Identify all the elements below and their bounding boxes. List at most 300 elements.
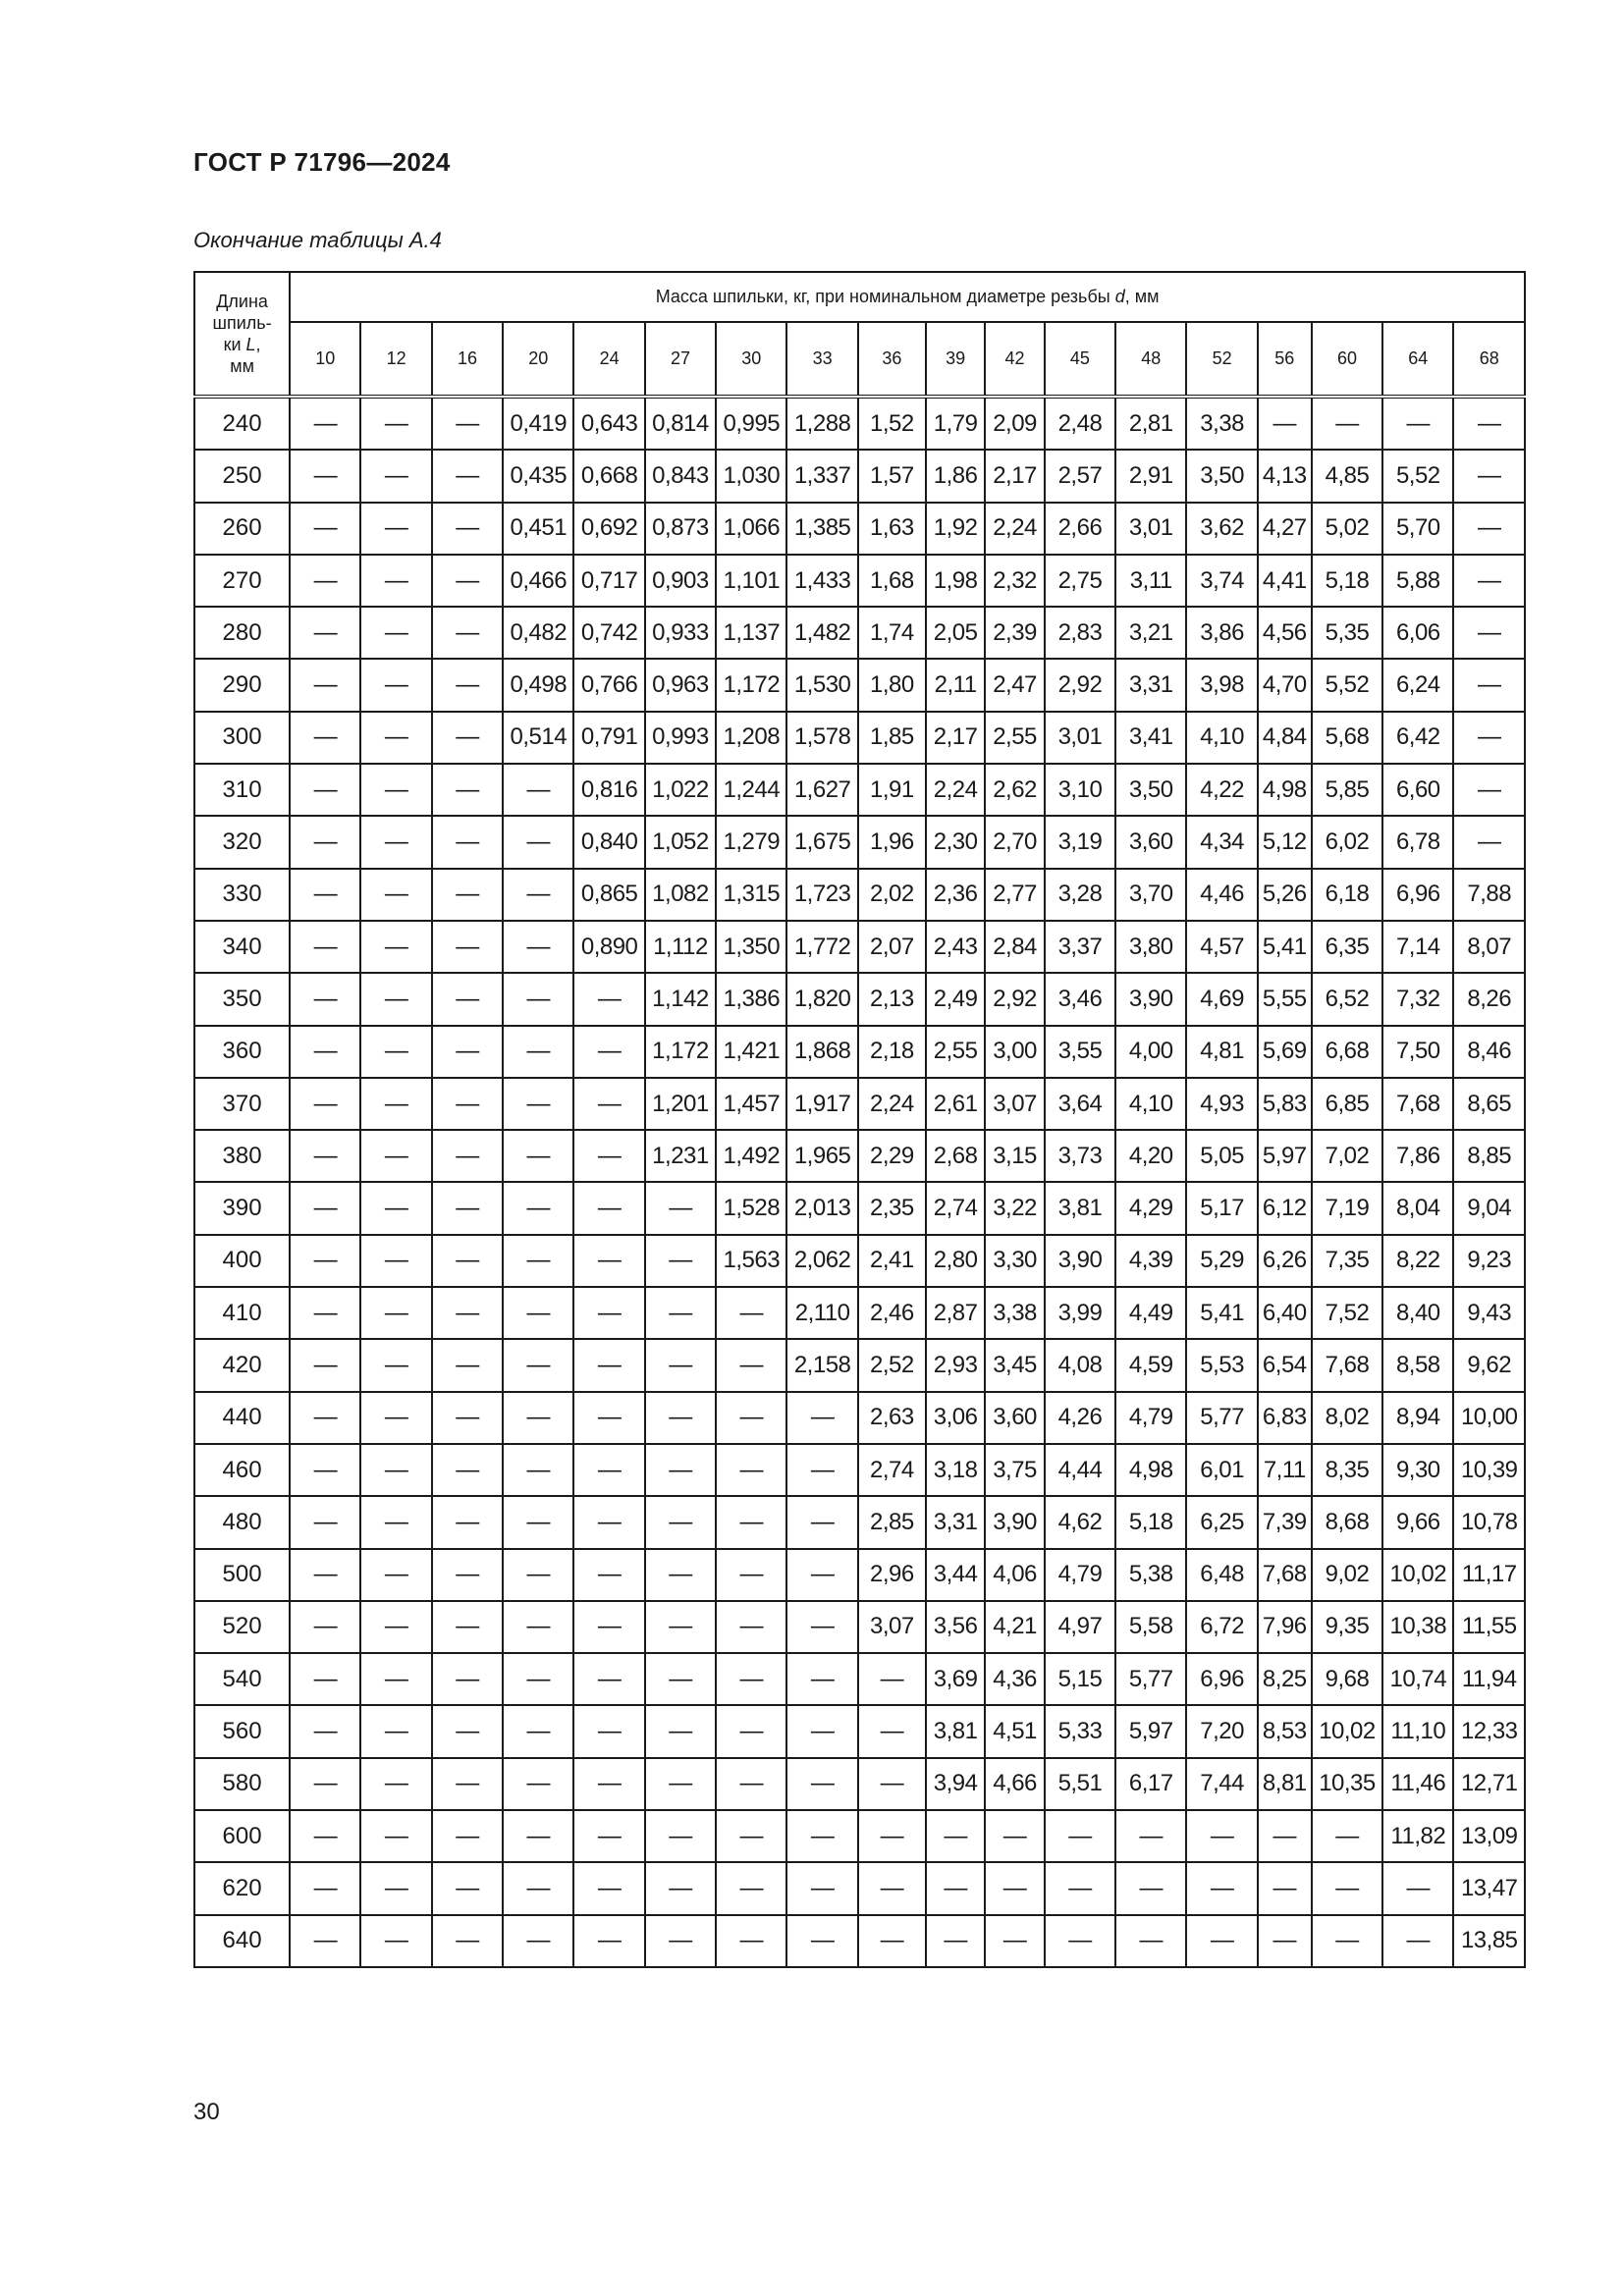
length-cell: 600	[194, 1810, 290, 1862]
mass-cell: 12,33	[1453, 1705, 1525, 1757]
table-row	[194, 1392, 1525, 1444]
mass-cell: 4,44	[1045, 1444, 1115, 1496]
length-column-header	[194, 272, 290, 397]
diameter-header-row	[194, 322, 1525, 397]
mass-cell: —	[290, 503, 360, 555]
mass-cell: 1,578	[786, 712, 857, 764]
mass-cell: —	[503, 1026, 573, 1078]
mass-cell: 5,26	[1258, 869, 1312, 921]
mass-cell: 6,52	[1312, 973, 1382, 1025]
mass-cell: 10,00	[1453, 1392, 1525, 1444]
mass-cell: 1,57	[858, 450, 926, 502]
mass-cell: 1,563	[716, 1235, 786, 1287]
table-row	[194, 1601, 1525, 1653]
mass-cell: 0,903	[645, 555, 716, 607]
mass-cell: 5,29	[1186, 1235, 1257, 1287]
mass-cell: —	[1453, 397, 1525, 450]
mass-cell: 2,17	[926, 712, 985, 764]
mass-cell: 1,96	[858, 816, 926, 868]
mass-cell: —	[645, 1496, 716, 1548]
mass-cell: 10,35	[1312, 1758, 1382, 1810]
mass-cell: 11,17	[1453, 1549, 1525, 1601]
mass-cell: —	[360, 607, 431, 659]
mass-cell: 4,49	[1115, 1287, 1186, 1339]
mass-cell: —	[432, 1810, 503, 1862]
mass-cell: —	[503, 921, 573, 973]
mass-cell: —	[360, 1549, 431, 1601]
mass-cell: 1,337	[786, 450, 857, 502]
mass-cell: —	[1258, 1862, 1312, 1914]
length-cell: 620	[194, 1862, 290, 1914]
mass-cell: —	[573, 1130, 644, 1182]
mass-cell: —	[503, 869, 573, 921]
mass-cell: 4,98	[1115, 1444, 1186, 1496]
mass-cell: 0,993	[645, 712, 716, 764]
mass-cell: —	[1312, 1810, 1382, 1862]
mass-cell: —	[1115, 1915, 1186, 1967]
mass-cell: —	[432, 816, 503, 868]
mass-cell: —	[432, 1182, 503, 1234]
mass-cell: —	[786, 1915, 857, 1967]
mass-cell: 2,92	[985, 973, 1044, 1025]
mass-cell: 2,61	[926, 1078, 985, 1130]
mass-cell: 10,02	[1312, 1705, 1382, 1757]
mass-cell: —	[290, 450, 360, 502]
mass-cell: —	[360, 1601, 431, 1653]
mass-cell: 3,81	[926, 1705, 985, 1757]
mass-group-header: Масса шпильки, кг, при номинальном диаметре резьбы d, мм	[290, 272, 1525, 322]
mass-cell: 1,68	[858, 555, 926, 607]
mass-cell: 3,56	[926, 1601, 985, 1653]
diameter-header: 24	[573, 322, 644, 397]
mass-cell: —	[645, 1182, 716, 1234]
mass-cell: 3,30	[985, 1235, 1044, 1287]
mass-cell: 1,917	[786, 1078, 857, 1130]
mass-cell: 2,47	[985, 659, 1044, 711]
mass-cell: 3,62	[1186, 503, 1257, 555]
mass-cell: 3,90	[985, 1496, 1044, 1548]
mass-cell: —	[432, 1915, 503, 1967]
mass-cell: —	[290, 869, 360, 921]
mass-cell: 2,84	[985, 921, 1044, 973]
mass-cell: 3,75	[985, 1444, 1044, 1496]
table-row	[194, 712, 1525, 764]
mass-cell: 1,350	[716, 921, 786, 973]
mass-cell: —	[716, 1339, 786, 1391]
mass-cell: 4,51	[985, 1705, 1044, 1757]
mass-cell: —	[858, 1705, 926, 1757]
mass-cell: 2,110	[786, 1287, 857, 1339]
mass-cell: 6,24	[1382, 659, 1453, 711]
diameter-header: 68	[1453, 322, 1525, 397]
mass-cell: —	[645, 1339, 716, 1391]
mass-cell: 3,60	[985, 1392, 1044, 1444]
mass-cell: —	[573, 1026, 644, 1078]
mass-cell: 1,772	[786, 921, 857, 973]
length-cell: 580	[194, 1758, 290, 1810]
mass-cell: 9,66	[1382, 1496, 1453, 1548]
mass-cell: 4,97	[1045, 1601, 1115, 1653]
mass-cell: 10,39	[1453, 1444, 1525, 1496]
mass-cell: —	[432, 921, 503, 973]
mass-cell: 3,73	[1045, 1130, 1115, 1182]
mass-cell: —	[716, 1758, 786, 1810]
table-row	[194, 921, 1525, 973]
mass-cell: 3,19	[1045, 816, 1115, 868]
mass-cell: 1,052	[645, 816, 716, 868]
mass-cell: —	[432, 450, 503, 502]
mass-cell: 2,75	[1045, 555, 1115, 607]
mass-cell: 3,50	[1186, 450, 1257, 502]
mass-cell: —	[573, 1392, 644, 1444]
mass-cell: 2,83	[1045, 607, 1115, 659]
mass-cell: —	[290, 1601, 360, 1653]
mass-cell: 0,451	[503, 503, 573, 555]
mass-cell: —	[290, 1392, 360, 1444]
mass-cell: —	[573, 1444, 644, 1496]
mass-cell: —	[290, 1862, 360, 1914]
table-row	[194, 1862, 1525, 1914]
diameter-header: 27	[645, 322, 716, 397]
mass-cell: 2,13	[858, 973, 926, 1025]
diameter-header: 60	[1312, 322, 1382, 397]
mass-cell: 5,15	[1045, 1653, 1115, 1705]
mass-cell: —	[716, 1601, 786, 1653]
mass-cell: 2,55	[926, 1026, 985, 1078]
mass-cell: —	[645, 1810, 716, 1862]
mass-cell: 7,02	[1312, 1130, 1382, 1182]
mass-cell: 2,46	[858, 1287, 926, 1339]
mass-cell: 0,692	[573, 503, 644, 555]
mass-cell: 6,06	[1382, 607, 1453, 659]
mass-cell: —	[432, 1496, 503, 1548]
mass-cell: —	[645, 1549, 716, 1601]
table-row	[194, 1182, 1525, 1234]
mass-cell: —	[503, 1549, 573, 1601]
mass-cell: 2,24	[926, 764, 985, 816]
mass-cell: 4,10	[1186, 712, 1257, 764]
table-row	[194, 1235, 1525, 1287]
mass-cell: —	[1453, 503, 1525, 555]
mass-cell: 1,457	[716, 1078, 786, 1130]
mass-cell: 6,96	[1186, 1653, 1257, 1705]
mass-cell: 0,814	[645, 397, 716, 450]
length-cell: 350	[194, 973, 290, 1025]
mass-cell: —	[573, 1339, 644, 1391]
table-row	[194, 1444, 1525, 1496]
mass-cell: 7,96	[1258, 1601, 1312, 1653]
mass-cell: —	[1453, 607, 1525, 659]
mass-cell: 8,40	[1382, 1287, 1453, 1339]
mass-cell: —	[645, 1235, 716, 1287]
length-cell: 400	[194, 1235, 290, 1287]
length-cell: 500	[194, 1549, 290, 1601]
mass-cell: —	[290, 1026, 360, 1078]
mass-cell: 1,279	[716, 816, 786, 868]
mass-cell: 7,52	[1312, 1287, 1382, 1339]
mass-cell: —	[360, 450, 431, 502]
mass-cell: —	[290, 712, 360, 764]
mass-cell: 6,18	[1312, 869, 1382, 921]
mass-cell: 5,85	[1312, 764, 1382, 816]
mass-cell: —	[573, 1653, 644, 1705]
table-row	[194, 816, 1525, 868]
mass-cell: 3,07	[858, 1601, 926, 1653]
mass-cell: 9,62	[1453, 1339, 1525, 1391]
mass-cell: —	[573, 1862, 644, 1914]
mass-cell: 10,38	[1382, 1601, 1453, 1653]
mass-cell: 5,70	[1382, 503, 1453, 555]
mass-cell: 3,07	[985, 1078, 1044, 1130]
mass-cell: —	[360, 1496, 431, 1548]
mass-cell: —	[432, 1653, 503, 1705]
mass-cell: 5,12	[1258, 816, 1312, 868]
mass-cell: 1,082	[645, 869, 716, 921]
mass-cell: 8,25	[1258, 1653, 1312, 1705]
mass-cell: —	[573, 1915, 644, 1967]
mass-cell: —	[432, 712, 503, 764]
mass-cell: —	[290, 1130, 360, 1182]
mass-cell: 1,201	[645, 1078, 716, 1130]
mass-cell: 1,723	[786, 869, 857, 921]
mass-cell: —	[360, 1758, 431, 1810]
mass-cell: 6,83	[1258, 1392, 1312, 1444]
mass-cell: —	[926, 1862, 985, 1914]
mass-cell: —	[1186, 1810, 1257, 1862]
mass-cell: 13,09	[1453, 1810, 1525, 1862]
mass-cell: —	[716, 1392, 786, 1444]
mass-cell: 1,80	[858, 659, 926, 711]
length-cell: 250	[194, 450, 290, 502]
mass-cell: 2,013	[786, 1182, 857, 1234]
mass-cell: 7,50	[1382, 1026, 1453, 1078]
mass-cell: 3,74	[1186, 555, 1257, 607]
mass-cell: 8,94	[1382, 1392, 1453, 1444]
mass-cell: —	[786, 1496, 857, 1548]
mass-cell: —	[1312, 1915, 1382, 1967]
mass-cell: 2,43	[926, 921, 985, 973]
mass-cell: 1,385	[786, 503, 857, 555]
mass-cell: —	[290, 555, 360, 607]
mass-cell: —	[432, 1601, 503, 1653]
table-row	[194, 659, 1525, 711]
mass-cell: 13,47	[1453, 1862, 1525, 1914]
mass-cell: —	[290, 1339, 360, 1391]
mass-cell: 9,30	[1382, 1444, 1453, 1496]
mass-cell: 6,96	[1382, 869, 1453, 921]
mass-cell: 1,482	[786, 607, 857, 659]
mass-cell: —	[645, 1915, 716, 1967]
mass-cell: —	[1453, 764, 1525, 816]
mass-cell: —	[432, 869, 503, 921]
mass-cell: 8,22	[1382, 1235, 1453, 1287]
mass-cell: 11,82	[1382, 1810, 1453, 1862]
length-cell: 380	[194, 1130, 290, 1182]
mass-cell: —	[290, 1496, 360, 1548]
mass-cell: —	[786, 1758, 857, 1810]
length-cell: 280	[194, 607, 290, 659]
mass-cell: 1,288	[786, 397, 857, 450]
mass-cell: —	[290, 1915, 360, 1967]
mass-cell: 6,78	[1382, 816, 1453, 868]
mass-cell: 3,11	[1115, 555, 1186, 607]
mass-cell: 1,63	[858, 503, 926, 555]
mass-cell: 5,55	[1258, 973, 1312, 1025]
mass-cell: 7,35	[1312, 1235, 1382, 1287]
mass-cell: 4,22	[1186, 764, 1257, 816]
mass-cell: 5,68	[1312, 712, 1382, 764]
mass-cell: 5,52	[1312, 659, 1382, 711]
mass-cell: 3,38	[985, 1287, 1044, 1339]
mass-cell: 3,10	[1045, 764, 1115, 816]
mass-cell: 2,062	[786, 1235, 857, 1287]
mass-cell: 3,50	[1115, 764, 1186, 816]
mass-cell: 9,68	[1312, 1653, 1382, 1705]
table-row	[194, 1287, 1525, 1339]
mass-cell: 8,35	[1312, 1444, 1382, 1496]
mass-cell: —	[716, 1549, 786, 1601]
mass-cell: 5,51	[1045, 1758, 1115, 1810]
diameter-header: 45	[1045, 322, 1115, 397]
mass-cell: 6,01	[1186, 1444, 1257, 1496]
mass-cell: 7,68	[1312, 1339, 1382, 1391]
mass-cell: —	[360, 869, 431, 921]
mass-cell: 1,52	[858, 397, 926, 450]
mass-cell: 3,90	[1045, 1235, 1115, 1287]
mass-cell: —	[1382, 1862, 1453, 1914]
length-cell: 480	[194, 1496, 290, 1548]
mass-cell: —	[573, 1549, 644, 1601]
mass-cell: 2,52	[858, 1339, 926, 1391]
table-body	[194, 397, 1525, 1967]
mass-cell: 1,142	[645, 973, 716, 1025]
mass-cell: 4,79	[1115, 1392, 1186, 1444]
mass-cell: 9,04	[1453, 1182, 1525, 1234]
mass-cell: 8,07	[1453, 921, 1525, 973]
mass-cell: 8,85	[1453, 1130, 1525, 1182]
mass-cell: —	[716, 1705, 786, 1757]
mass-cell: 3,90	[1115, 973, 1186, 1025]
mass-cell: 5,18	[1115, 1496, 1186, 1548]
mass-cell: 0,514	[503, 712, 573, 764]
mass-cell: —	[786, 1549, 857, 1601]
length-cell: 410	[194, 1287, 290, 1339]
mass-cell: 0,995	[716, 397, 786, 450]
mass-cell: 3,69	[926, 1653, 985, 1705]
mass-cell: —	[290, 1653, 360, 1705]
mass-cell: —	[360, 1287, 431, 1339]
mass-cell: —	[503, 1758, 573, 1810]
mass-cell: 5,38	[1115, 1549, 1186, 1601]
diameter-header: 30	[716, 322, 786, 397]
mass-cell: 2,87	[926, 1287, 985, 1339]
table-row	[194, 1549, 1525, 1601]
mass-cell: —	[360, 816, 431, 868]
mass-cell: —	[503, 1705, 573, 1757]
mass-cell: —	[573, 1758, 644, 1810]
table-row	[194, 1758, 1525, 1810]
mass-cell: —	[858, 1862, 926, 1914]
mass-cell: 2,24	[858, 1078, 926, 1130]
mass-cell: 1,421	[716, 1026, 786, 1078]
length-header-line-1: Длина	[216, 292, 268, 311]
mass-cell: 5,69	[1258, 1026, 1312, 1078]
mass-cell: —	[645, 1444, 716, 1496]
mass-cell: —	[432, 1287, 503, 1339]
length-cell: 440	[194, 1392, 290, 1444]
mass-cell: 1,98	[926, 555, 985, 607]
length-cell: 270	[194, 555, 290, 607]
mass-cell: —	[432, 1549, 503, 1601]
mass-cell: —	[1186, 1915, 1257, 1967]
mass-cell: —	[432, 397, 503, 450]
mass-cell: 2,74	[858, 1444, 926, 1496]
mass-cell: —	[432, 1339, 503, 1391]
mass-cell: 1,820	[786, 973, 857, 1025]
mass-cell: 2,05	[926, 607, 985, 659]
mass-cell: —	[1258, 1810, 1312, 1862]
mass-cell: 8,26	[1453, 973, 1525, 1025]
mass-cell: 7,14	[1382, 921, 1453, 973]
mass-cell: —	[290, 921, 360, 973]
mass-cell: 1,85	[858, 712, 926, 764]
mass-cell: —	[360, 1653, 431, 1705]
mass-cell: 6,35	[1312, 921, 1382, 973]
length-cell: 260	[194, 503, 290, 555]
mass-cell: 3,37	[1045, 921, 1115, 973]
table-row	[194, 555, 1525, 607]
table-row	[194, 1653, 1525, 1705]
mass-cell: —	[360, 659, 431, 711]
mass-cell: —	[290, 973, 360, 1025]
mass-cell: 3,01	[1045, 712, 1115, 764]
mass-cell: —	[1382, 1915, 1453, 1967]
mass-cell: —	[573, 973, 644, 1025]
table-row	[194, 1339, 1525, 1391]
mass-cell: —	[503, 1444, 573, 1496]
mass-cell: —	[290, 1235, 360, 1287]
mass-cell: —	[432, 1758, 503, 1810]
table-caption: Окончание таблицы А.4	[193, 228, 442, 252]
length-cell: 640	[194, 1915, 290, 1967]
mass-cell: —	[786, 1705, 857, 1757]
mass-cell: —	[432, 1705, 503, 1757]
mass-cell: 3,45	[985, 1339, 1044, 1391]
mass-cell: 6,42	[1382, 712, 1453, 764]
mass-cell: 1,112	[645, 921, 716, 973]
mass-cell: 4,39	[1115, 1235, 1186, 1287]
table-row	[194, 503, 1525, 555]
mass-cell: 2,09	[985, 397, 1044, 450]
mass-cell: 2,77	[985, 869, 1044, 921]
mass-cell: 5,77	[1186, 1392, 1257, 1444]
mass-cell: —	[1115, 1810, 1186, 1862]
mass-cell: 4,57	[1186, 921, 1257, 973]
mass-cell: —	[360, 1339, 431, 1391]
mass-cell: 2,02	[858, 869, 926, 921]
stud-mass-table	[193, 271, 1526, 1968]
mass-cell: 0,643	[573, 397, 644, 450]
mass-cell: 1,74	[858, 607, 926, 659]
mass-cell: 2,48	[1045, 397, 1115, 450]
table-header	[194, 272, 1525, 397]
mass-cell: 5,88	[1382, 555, 1453, 607]
diameter-header: 52	[1186, 322, 1257, 397]
mass-cell: —	[716, 1496, 786, 1548]
mass-cell: 2,158	[786, 1339, 857, 1391]
mass-cell: 2,70	[985, 816, 1044, 868]
mass-cell: 3,86	[1186, 607, 1257, 659]
